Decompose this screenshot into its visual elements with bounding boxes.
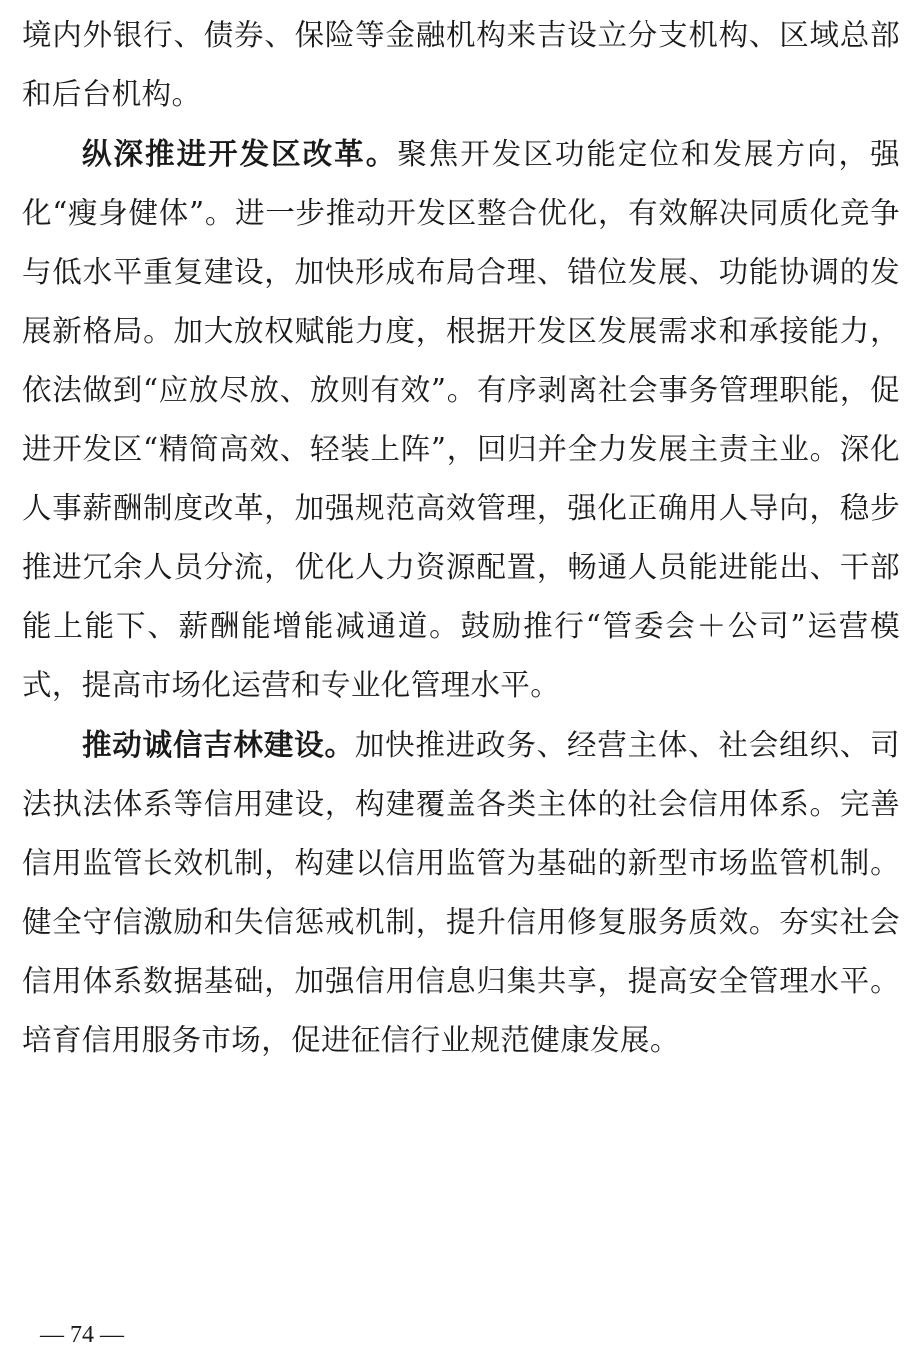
paragraph-credit-jilin: [22, 715, 900, 1070]
paragraph-continuation: [22, 6, 900, 124]
paragraph-text: 聚焦开发区功能定位和发展方向，强化“瘦身健体”。进一步推动开发区整合优化，有效解决同质化竞争与低水平重复建设，加快形成布局合理、错位发展、功能协调的发展新格局。加大放权赋能力度，根据开发区发展需求和承接能力，依法做到“应放尽放、放则有效”。有序剥离社会事务管理职能，促进开发区“精简高效、轻装上阵”，回归并全力发展主责主业。深化人事薪酬制度改革，加强规范高效管理，强化正确用人导向，稳步推进冗余人员分流，优化人力资源配置，畅通人员能进能出、干部能上能下、薪酬能增能减通道。鼓励推行“管委会＋公司”运营模式，提高市场化运营和专业化管理水平。: [22, 137, 900, 702]
paragraph-text: 境内外银行、债券、保险等金融机构来吉设立分支机构、区域总部和后台机构。: [22, 18, 900, 111]
paragraph-heading: 纵深推进开发区改革。: [82, 136, 398, 171]
page-number: — 74 —: [40, 1322, 124, 1348]
body-text: [22, 6, 900, 1070]
paragraph-text: 加快推进政务、经营主体、社会组织、司法执法体系等信用建设，构建覆盖各类主体的社会信用体系。完善信用监管长效机制，构建以信用监管为基础的新型市场监管机制。健全守信激励和失信惩戒机制，提升信用修复服务质效。夯实社会信用体系数据基础，加强信用信息归集共享，提高安全管理水平。培育信用服务市场，促进征信行业规范健康发展。: [22, 728, 901, 1057]
paragraph-development-zone-reform: [22, 124, 900, 715]
paragraph-heading: 推动诚信吉林建设。: [82, 727, 355, 762]
